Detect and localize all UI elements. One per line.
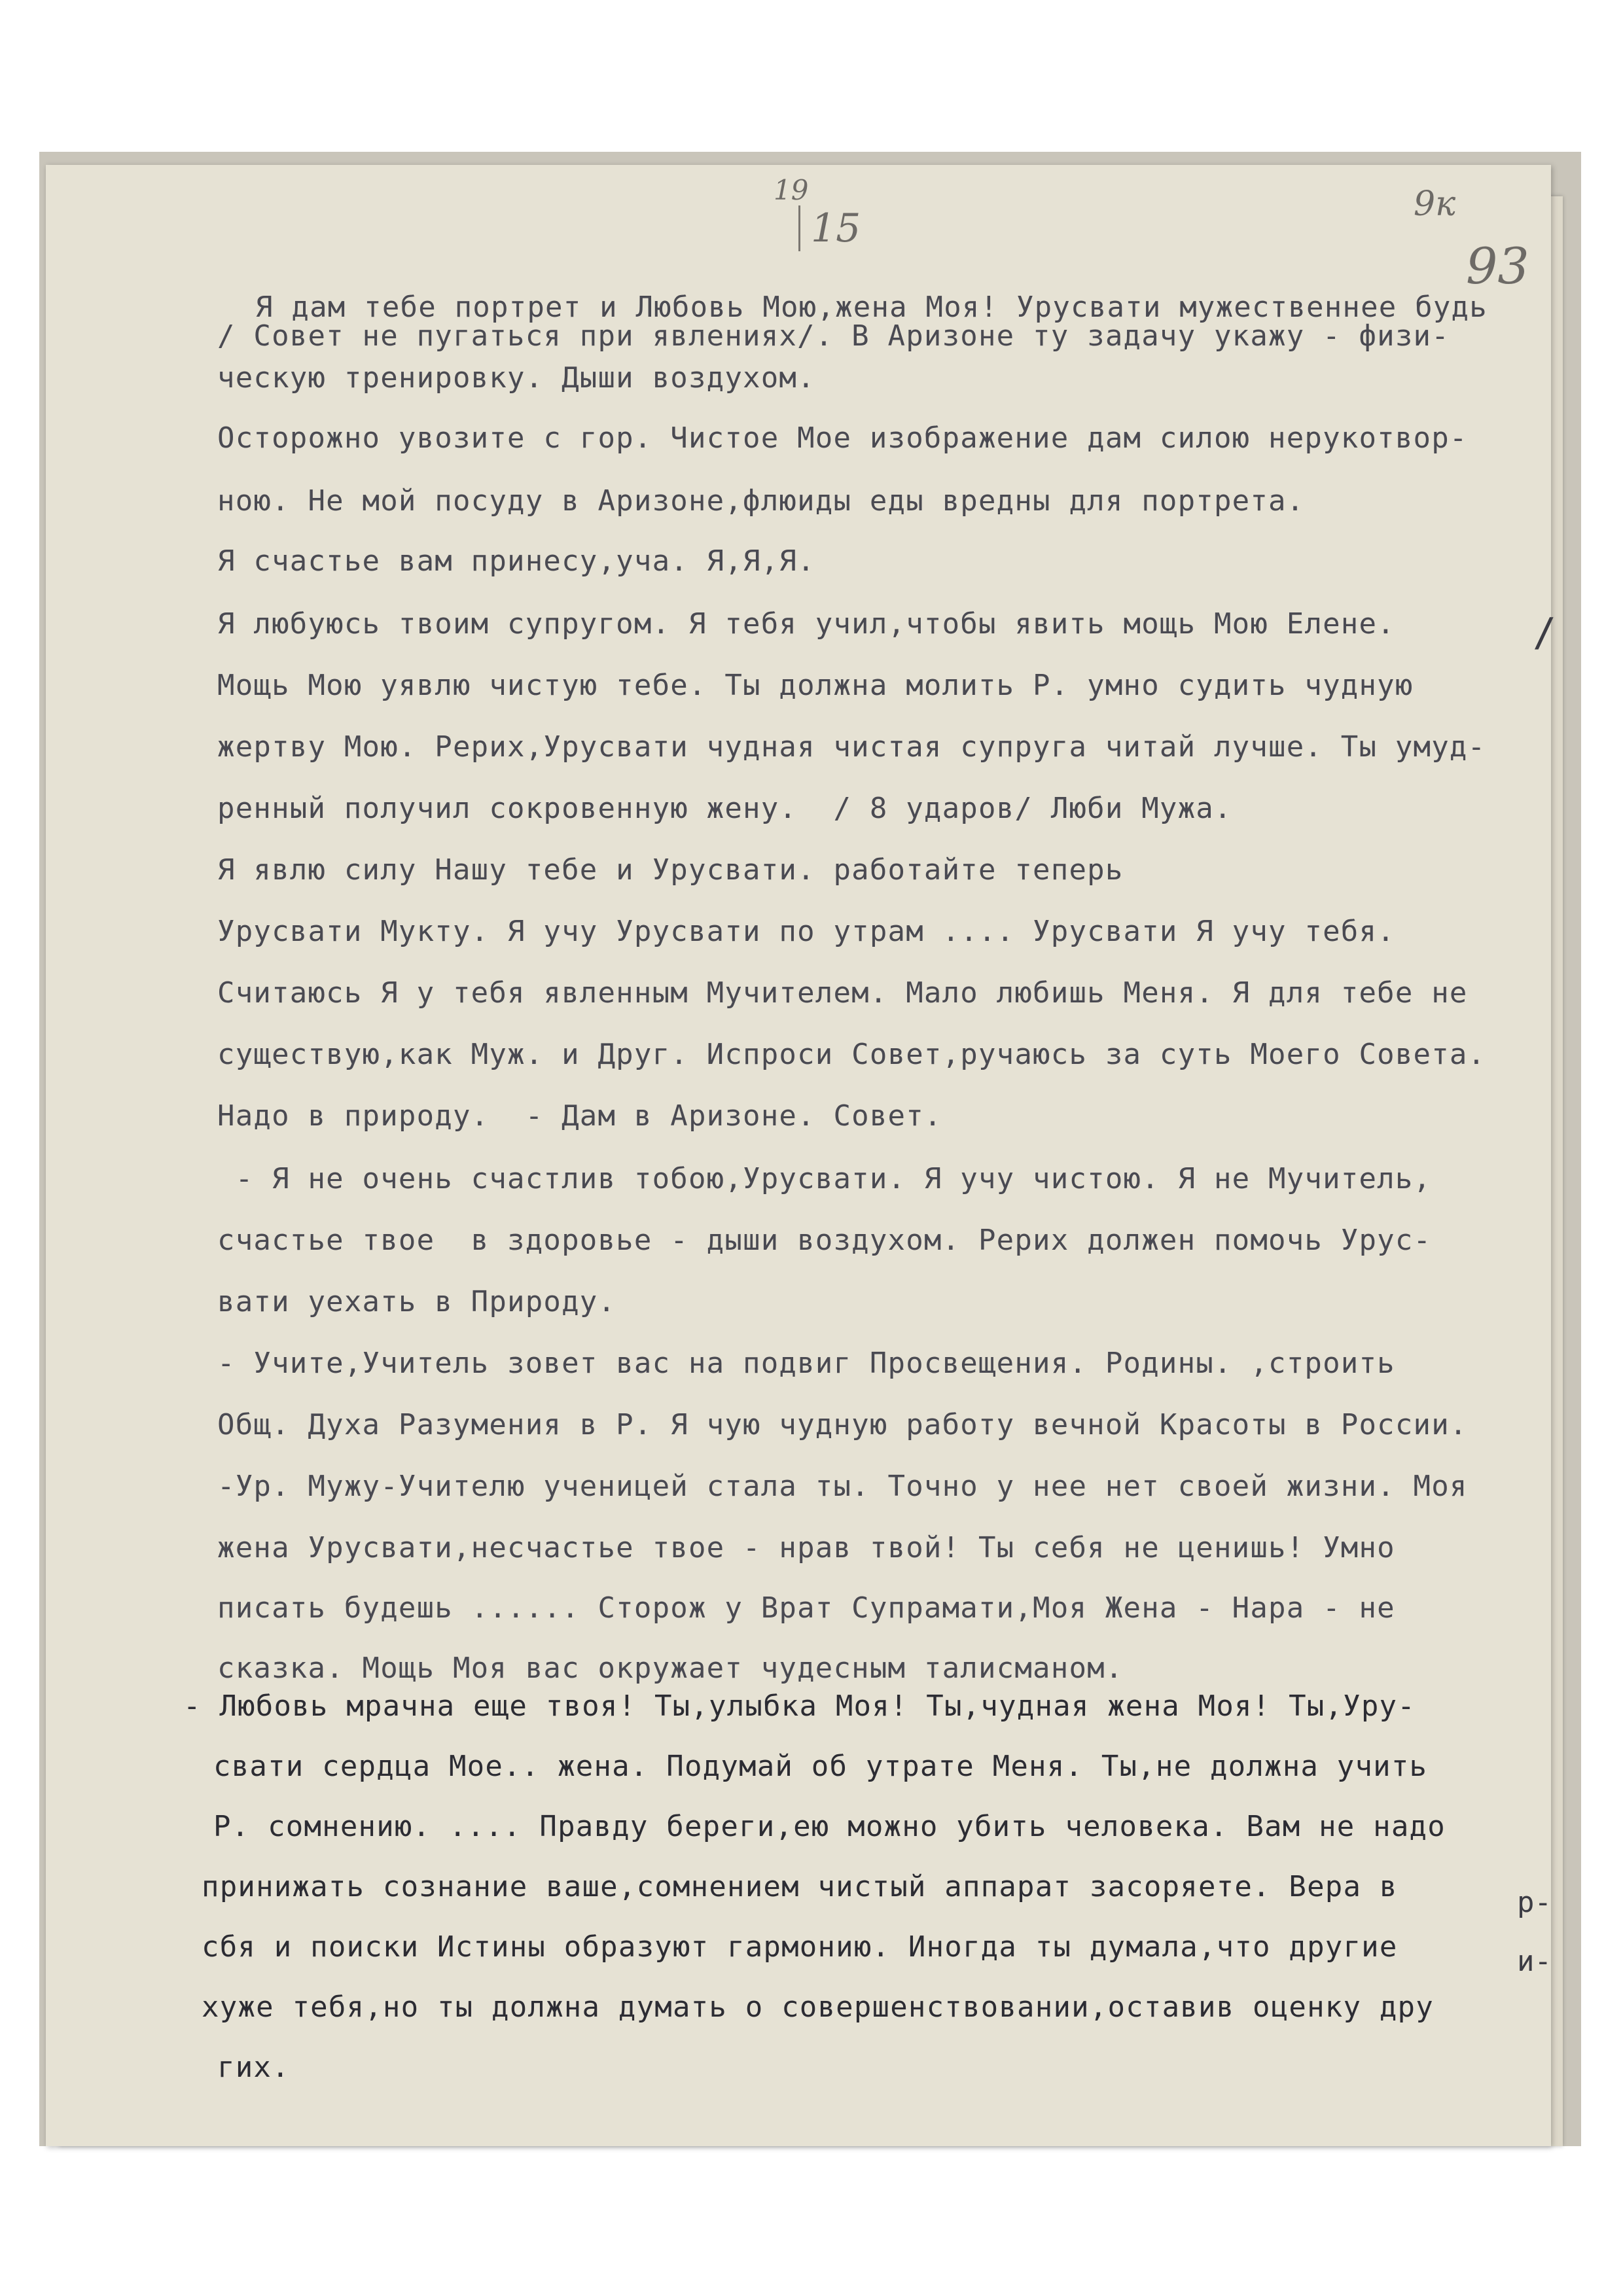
- handwritten-top-number: 19: [774, 174, 809, 206]
- text-line: Считаюсь Я у тебя явленным Мучителем. Мало любишь Меня. Я для тебе не: [217, 976, 1468, 1010]
- text-line: Мощь Мою уявлю чистую тебе. Ты должна молить Р. умно судить чудную: [217, 669, 1414, 702]
- text-line: хуже тебя,но ты должна думать о совершенствовании,оставив оценку дру: [202, 1990, 1434, 2024]
- margin-mark: /: [1533, 610, 1557, 656]
- text-line: Я дам тебе портрет и Любовь Мою,жена Моя! Урусвати мужественнее будь: [255, 291, 1488, 324]
- text-line: Общ. Духа Разумения в Р. Я чую чудную работу вечной Красоты в России.: [217, 1408, 1468, 1441]
- handwritten-page-number: 93: [1466, 237, 1529, 295]
- text-line: ческую тренировку. Дыши воздухом.: [217, 361, 815, 395]
- text-line: счастье твое в здоровье - дыши воздухом. Рерих должен помочь Урус-: [217, 1224, 1432, 1257]
- handwritten-stamp-number: 15: [798, 205, 861, 251]
- text-line: Я любуюсь твоим супругом. Я тебя учил,чтобы явить мощь Мою Елене.: [217, 607, 1395, 641]
- text-line: / Совет не пугаться при явлениях/. В Аризоне ту задачу укажу - физи-: [217, 319, 1450, 353]
- margin-mark: р-: [1517, 1886, 1552, 1919]
- text-line: свати сердца Мое.. жена. Подумай об утрате Меня. Ты,не должна учить: [213, 1750, 1428, 1783]
- text-line: существую,как Муж. и Друг. Испроси Совет,ручаюсь за суть Моего Совета.: [217, 1038, 1486, 1071]
- text-line: - Учите,Учитель зовет вас на подвиг Просвещения. Родины. ,строить: [217, 1347, 1395, 1380]
- text-line: -Ур. Мужу-Учителю ученицей стала ты. Точно у нее нет своей жизни. Моя: [217, 1470, 1468, 1503]
- text-line: Урусвати Мукту. Я учу Урусвати по утрам .... Урусвати Я учу тебя.: [217, 915, 1395, 948]
- text-line: сбя и поиски Истины образуют гармонию. Иногда ты думала,что другие: [202, 1930, 1398, 1964]
- text-line: ною. Не мой посуду в Аризоне,флюиды еды вредны для портрета.: [217, 484, 1305, 518]
- text-line: Р. сомнению. .... Правду береги,ею можно убить человека. Вам не надо: [213, 1810, 1446, 1843]
- text-line: принижать сознание ваше,сомнением чистый аппарат засоряете. Вера в: [202, 1870, 1398, 1903]
- text-line: Надо в природу. - Дам в Аризоне. Совет.: [217, 1099, 942, 1133]
- document-page: [46, 165, 1557, 2146]
- text-line: ренный получил сокровенную жену. / 8 ударов/ Люби Мужа.: [217, 792, 1232, 825]
- handwritten-corner-mark: 9к: [1414, 185, 1456, 224]
- text-line: гих.: [217, 2051, 290, 2084]
- text-line: - Я не очень счастлив тобою,Урусвати. Я учу чистою. Я не Мучитель,: [217, 1162, 1432, 1195]
- text-line: - Любовь мрачна еще твоя! Ты,улыбка Моя! Ты,чудная жена Моя! Ты,Уру-: [183, 1689, 1416, 1723]
- text-line: писать будешь ...... Сторож у Врат Супрамати,Моя Жена - Нара - не: [217, 1591, 1395, 1625]
- margin-mark: и-: [1517, 1945, 1552, 1978]
- text-line: сказка. Мощь Моя вас окружает чудесным талисманом.: [217, 1651, 1124, 1685]
- text-line: Я явлю силу Нашу тебе и Урусвати. работайте теперь: [217, 853, 1124, 887]
- text-line: Я счастье вам принесу,уча. Я,Я,Я.: [217, 544, 815, 578]
- text-line: жертву Мою. Рерих,Урусвати чудная чистая супруга читай лучше. Ты умуд-: [217, 730, 1486, 764]
- text-line: Осторожно увозите с гор. Чистое Мое изображение дам силою нерукотвор-: [217, 421, 1468, 455]
- text-line: жена Урусвати,несчастье твое - нрав твой! Ты себя не ценишь! Умно: [217, 1531, 1395, 1564]
- text-line: вати уехать в Природу.: [217, 1285, 616, 1318]
